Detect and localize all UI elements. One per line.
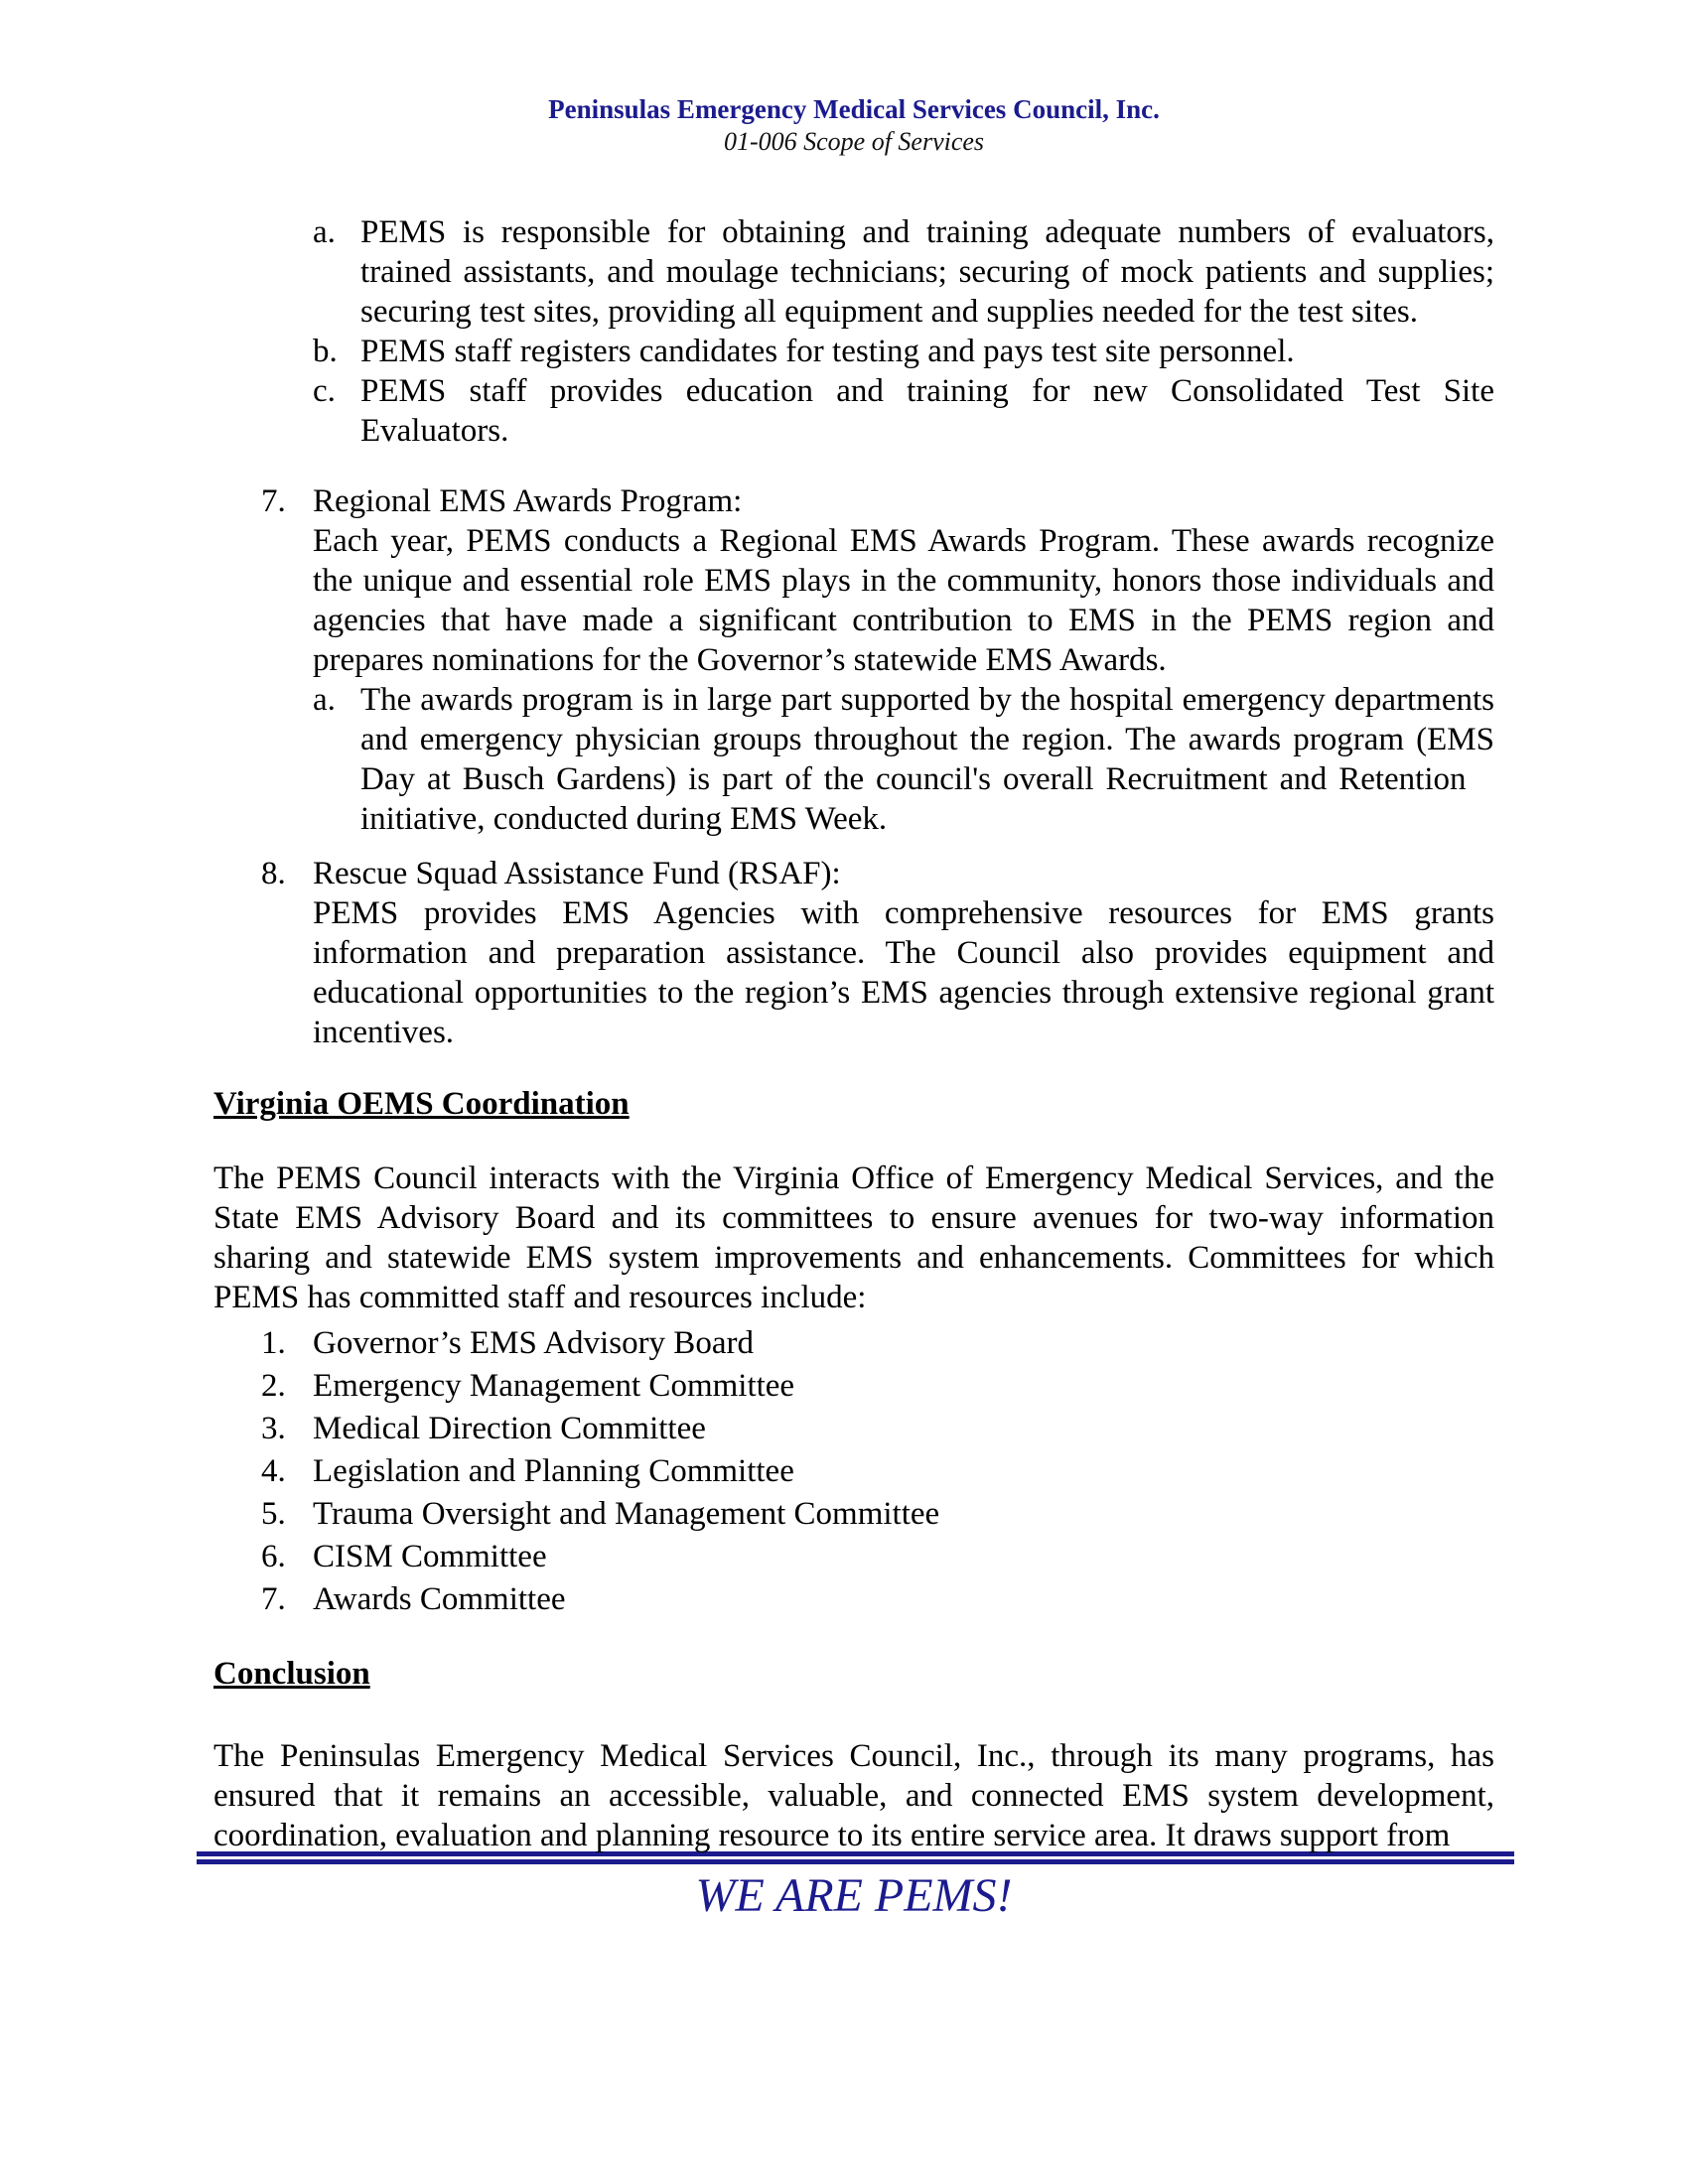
list-item-text: PEMS is responsible for obtaining and training adequate numbers of evaluators, trained assistants, and moulage technicians; securing of mock patients and supplies; securing test sites, providing all equipment and supplies needed for the test sites. [360, 214, 1494, 330]
committee-item [213, 1450, 1494, 1493]
committee-item [213, 1578, 1494, 1621]
list-marker: a. [313, 682, 336, 718]
list-marker: 1. [261, 1325, 286, 1361]
committee-name: Awards Committee [313, 1581, 566, 1617]
committees-list [213, 1322, 1494, 1621]
item-8-body [313, 854, 1494, 1052]
item-7-title: Regional EMS Awards Program: [313, 483, 743, 519]
item-7a-row [213, 680, 1494, 839]
org-title: Peninsulas Emergency Medical Services Council, Inc. [548, 94, 1160, 124]
list-marker: b. [313, 334, 338, 369]
list-marker: 7. [261, 483, 286, 519]
committee-item [213, 1365, 1494, 1408]
list-marker: 4. [261, 1453, 286, 1489]
committee-item [213, 1322, 1494, 1365]
doc-subtitle: 01-006 Scope of Services [723, 127, 985, 156]
committee-name: Medical Direction Committee [313, 1411, 706, 1446]
item-7-row [213, 481, 1494, 680]
list-marker: 8. [261, 856, 286, 891]
item-8-row [213, 854, 1494, 1052]
numbered-item-8 [213, 854, 1494, 1052]
item-8-paragraph: PEMS provides EMS Agencies with comprehensive resources for EMS grants information and preparation assistance. The Council also provides equipment and educational opportunities to the region’s EMS agencies through extensive regional grant incentives. [313, 895, 1494, 1050]
list-marker: c. [313, 373, 336, 409]
committee-item [213, 1536, 1494, 1578]
committee-name: CISM Committee [313, 1539, 547, 1574]
footer-slogan: WE ARE PEMS! [695, 1869, 1013, 1922]
list-marker: a. [313, 214, 336, 250]
list-marker: 3. [261, 1411, 286, 1446]
item-7-body [313, 481, 1494, 680]
committee-name: Governor’s EMS Advisory Board [313, 1325, 754, 1361]
sub-list-abc [213, 212, 1494, 451]
item-7a-text: The awards program is in large part supported by the hospital emergency departments and emergency physician groups throughout the region. The awards program (EMS Day at Busch Gardens) is part of the council's overall Recruitment and Retention initiative, conducted during EMS Week. [360, 682, 1494, 837]
list-marker: 5. [261, 1496, 286, 1532]
list-item-text: PEMS staff registers candidates for testing and pays test site personnel. [360, 334, 1295, 369]
document-content [0, 92, 1688, 1920]
list-item-a [213, 212, 1494, 332]
list-marker: 2. [261, 1368, 286, 1404]
item-8-title: Rescue Squad Assistance Fund (RSAF): [313, 856, 841, 891]
heading-conclusion: Conclusion [213, 1656, 370, 1692]
conclusion-paragraph: The Peninsulas Emergency Medical Services Council, Inc., through its many programs, has ensured that it remains an accessible, valuable, and connected EMS system development, coordination, evaluation and planning resource to its entire service area. It draws support from [213, 1738, 1494, 1853]
list-marker: 7. [261, 1581, 286, 1617]
item-7-paragraph: Each year, PEMS conducts a Regional EMS Awards Program. These awards recognize the unique and essential role EMS plays in the community, honors those individuals and agencies that have made a significant contribution to EMS in the PEMS region and prepares nominations for the Governor’s statewide EMS Awards. [313, 523, 1494, 678]
committee-name: Legislation and Planning Committee [313, 1453, 794, 1489]
list-marker: 6. [261, 1539, 286, 1574]
numbered-item-7 [213, 481, 1494, 839]
committee-name: Emergency Management Committee [313, 1368, 795, 1404]
committee-item [213, 1408, 1494, 1450]
list-item-text: PEMS staff provides education and training for new Consolidated Test Site Evaluators. [360, 373, 1494, 449]
heading-virginia-oems-coordination: Virginia OEMS Coordination [213, 1086, 630, 1122]
document-header [213, 92, 1494, 158]
committee-name: Trauma Oversight and Management Committee [313, 1496, 940, 1532]
list-item-b [213, 332, 1494, 371]
committee-item [213, 1493, 1494, 1536]
oems-intro-paragraph: The PEMS Council interacts with the Virginia Office of Emergency Medical Services, and the State EMS Advisory Board and its committees to ensure avenues for two-way information sharing and statewide EMS system improvements and enhancements. Committees for which PEMS has committed staff and resources include: [213, 1160, 1494, 1315]
list-item-c [213, 371, 1494, 451]
